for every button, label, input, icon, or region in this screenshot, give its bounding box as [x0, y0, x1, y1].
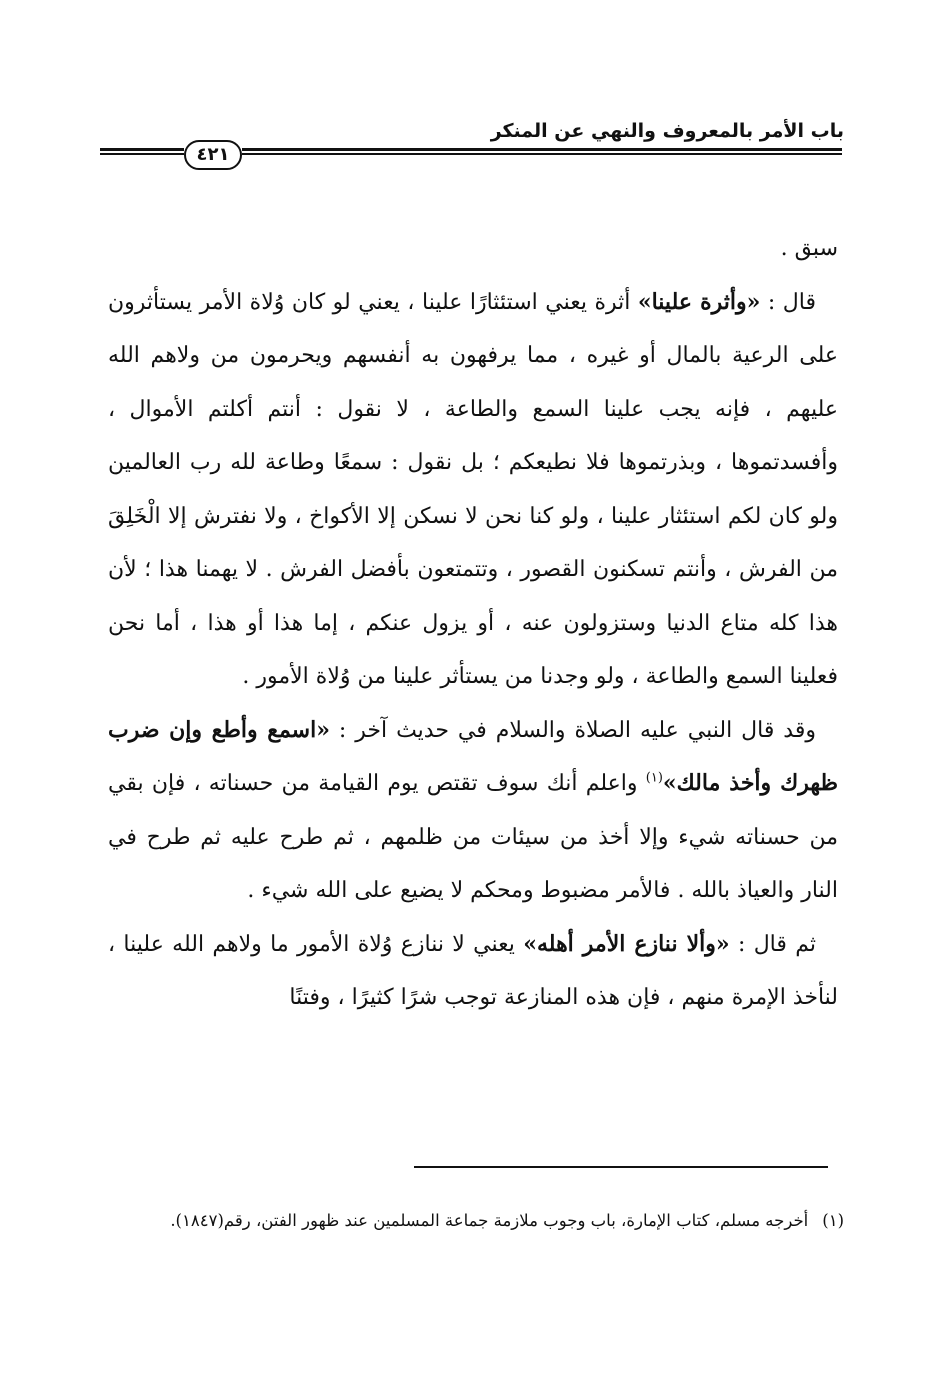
page-number-badge — [184, 140, 242, 170]
footnote-reference: (١) — [645, 770, 663, 786]
header-rule-right — [242, 148, 842, 162]
footnote-text: أخرجه مسلم، كتاب الإمارة، باب وجوب ملازمة جماعة المسلمين عند ظهور الفتن، رقم(١٨٤٧). — [170, 1211, 809, 1230]
paragraph-text: واعلم أنك سوف تقتص يوم القيامة من حسناته ، فإن بقي من حسناته شيء وإلا أخذ من سيئات من ظلمهم ، ثم طرح عليه ثم طرح في النار والعياذ بالله . فالأمر مضبوط ومحكم لا يضيع على الله شيء . — [108, 771, 838, 903]
paragraph-text: قال : — [760, 289, 817, 315]
paragraph-text: ثم قال : — [729, 931, 816, 957]
paragraph-text: سبق . — [780, 236, 838, 261]
running-header: باب الأمر بالمعروف والنهي عن المنكر — [490, 120, 844, 142]
hadith-quote: «وألا ننازع الأمر أهله» — [523, 930, 730, 957]
paragraph-athara — [108, 276, 838, 704]
paragraph-text: وقد قال النبي عليه الصلاة والسلام في حديث آخر : — [329, 717, 816, 743]
hadith-quote: «اسمع وأطع وإن ضرب ظهرك وأخذ مالك» — [108, 716, 838, 796]
footnote-divider — [414, 1166, 828, 1168]
paragraph-continuation — [108, 222, 838, 276]
body-text — [108, 222, 838, 1025]
paragraph-hadith — [108, 704, 838, 918]
header-rule-left — [100, 148, 184, 162]
footnote-marker: (١) — [822, 1211, 844, 1230]
paragraph-text: أثرة يعني استئثارًا علينا ، يعني لو كان وُلاة الأمر يستأثرون على الرعية بالمال أو غيره ، مما يرفهون به أنفسهم ويحرمون من ولاهم الله عليهم ، فإنه يجب علينا السمع والطاعة ، لا نقول : أنتم أكلتم الأموال ، وأفسدتموها ، وبذرتموها فلا نطيعكم ؛ بل نقول : سمعًا وطاعة لله رب العالمين ولو كان لكم استئثار علينا ، ولو كنا نحن لا نسكن إلا الأكواخ ، ولا نفترش إلا الْخَلِقَ من الفرش ، وأنتم تسكنون القصور ، وتتمتعون بأفضل الفرش . لا يهمنا هذا ؛ لأن هذا كله متاع الدنيا وستزولون عنه ، أو يزول عنكم ، إما هذا أو هذا ، أما نحن فعلينا السمع والطاعة ، ولو وجدنا من يستأثر علينا من وُلاة الأمور . — [108, 289, 838, 689]
paragraph-text: يعني لا ننازع وُلاة الأمور ما ولاهم الله علينا ، لنأخذ الإمرة منهم ، فإن هذه المنازعة توجب شرًا كثيرًا ، وفتنًا — [108, 931, 838, 1010]
footnote — [104, 1204, 844, 1238]
page-number: ٤٢١ — [196, 144, 230, 165]
hadith-quote: «وأثرة علينا» — [637, 288, 761, 315]
paragraph-authority — [108, 918, 838, 1025]
